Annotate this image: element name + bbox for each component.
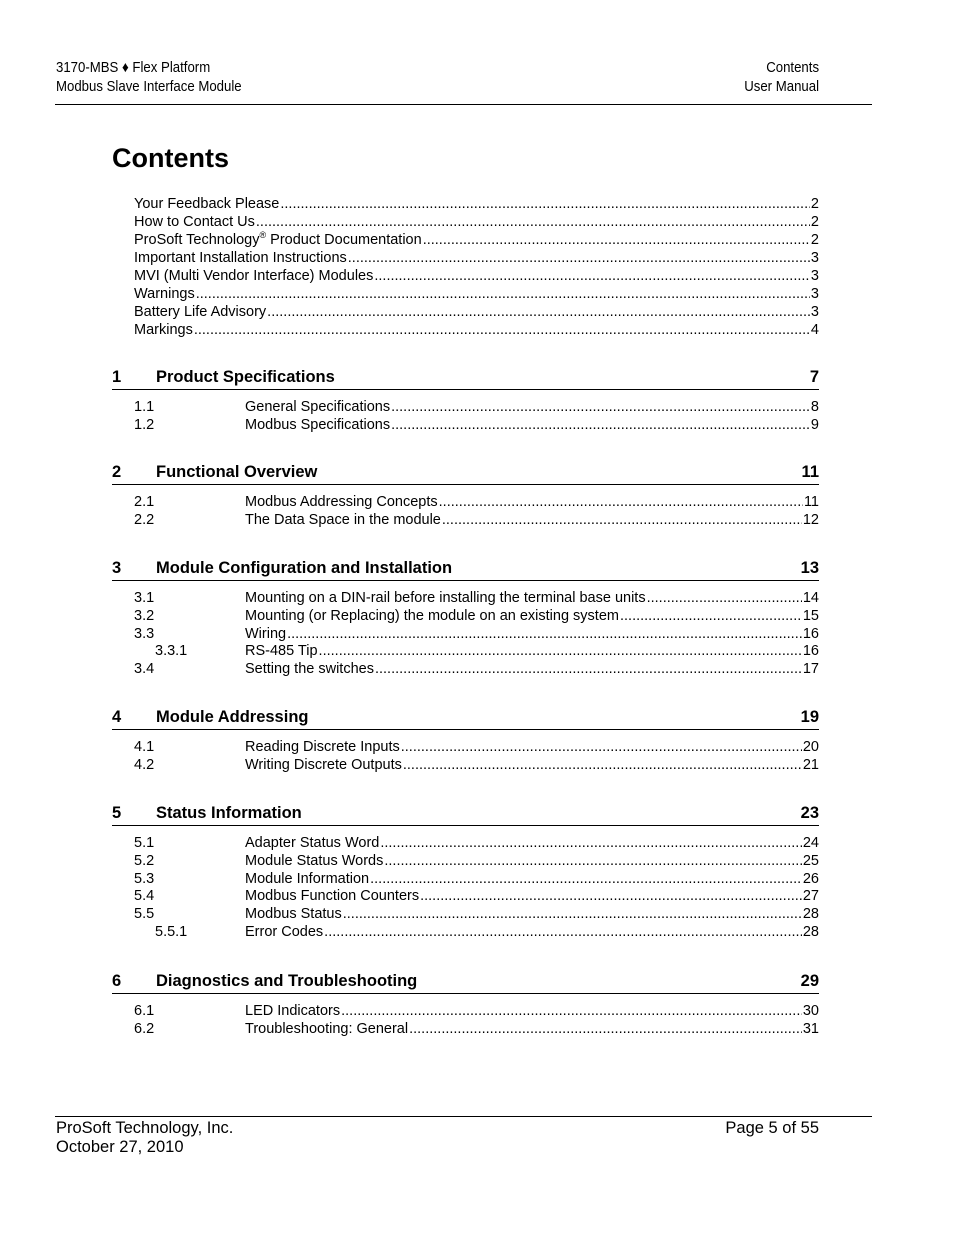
chapter-number: 4 — [112, 708, 122, 726]
toc-entry-page: 27 — [802, 888, 819, 905]
toc-entry-number: 5.1 — [134, 835, 155, 851]
toc-entry-label — [134, 231, 422, 249]
toc-entry-page: 15 — [802, 607, 819, 624]
chapter-heading[interactable] — [112, 803, 819, 826]
toc-entry-number: 3.1 — [134, 590, 155, 606]
toc-entry-number: 5.5 — [134, 906, 155, 923]
toc-entry[interactable] — [134, 231, 819, 249]
toc-entry-page: 2 — [810, 214, 819, 230]
toc-subentry[interactable] — [134, 738, 819, 756]
toc-entry-page: 4 — [810, 322, 819, 338]
toc-entry-page: 16 — [802, 625, 819, 642]
chapter-title: Diagnostics and Troubleshooting — [156, 972, 418, 990]
chapter-page: 7 — [809, 368, 819, 386]
toc-entry-label: LED Indicators — [245, 1003, 341, 1019]
toc-subentry[interactable] — [134, 625, 819, 643]
header-right — [744, 58, 819, 96]
dot-leader — [194, 321, 810, 339]
toc-subentry[interactable] — [134, 887, 819, 905]
toc-entry-label — [134, 303, 266, 321]
chapter-number: 1 — [112, 368, 122, 386]
toc-subentry[interactable] — [134, 756, 819, 774]
header-doc-type: User Manual — [744, 78, 819, 95]
chapter-page: 23 — [800, 804, 819, 822]
toc-entry-label: Modbus Function Counters — [245, 888, 420, 905]
page-title: Contents — [112, 143, 229, 173]
toc-subentry[interactable] — [134, 1020, 819, 1038]
toc-entry-number: 4.2 — [134, 756, 155, 773]
header-module: Modbus Slave Interface Module — [56, 78, 242, 95]
chapter-page: 13 — [800, 559, 819, 577]
header-rule — [55, 104, 872, 105]
toc-entry-label: RS-485 Tip — [245, 643, 318, 660]
chapter-heading[interactable] — [112, 462, 819, 485]
toc-entry-number: 5.2 — [134, 852, 155, 869]
toc-entry-page: 21 — [802, 756, 819, 773]
chapter-heading[interactable] — [112, 971, 819, 994]
dot-leader — [374, 267, 810, 285]
chapter-heading[interactable] — [112, 558, 819, 581]
toc-subentry[interactable] — [134, 416, 819, 434]
dot-leader — [384, 852, 802, 870]
chapter-title: Product Specifications — [156, 368, 335, 386]
toc-entry-label: The Data Space in the module — [245, 511, 441, 528]
toc-subentry[interactable] — [134, 870, 819, 888]
toc-entry-page: 26 — [802, 870, 819, 887]
toc-entry-page: 3 — [810, 268, 819, 284]
toc-entry[interactable] — [134, 285, 819, 303]
toc-entry-number: 2.1 — [134, 494, 155, 510]
footer-page-number: Page 5 of 55 — [725, 1119, 819, 1137]
footer-rule — [55, 1116, 872, 1117]
dot-leader — [620, 607, 802, 625]
footer-company: ProSoft Technology, Inc. — [56, 1119, 234, 1137]
toc-entry-page: 28 — [802, 924, 819, 940]
toc-entry-page: 2 — [810, 196, 819, 212]
footer-right — [725, 1119, 819, 1138]
chapter-number: 6 — [112, 972, 122, 990]
chapter-heading[interactable] — [112, 367, 819, 390]
toc-subentry[interactable] — [134, 511, 819, 529]
dot-leader — [348, 249, 810, 267]
toc-entry-number: 5.4 — [134, 888, 155, 905]
toc-entry-page: 3 — [810, 304, 819, 320]
toc-entry-label: Error Codes — [245, 924, 324, 940]
registered-mark: ® — [259, 230, 267, 241]
toc-subentry[interactable] — [134, 923, 819, 941]
dot-leader — [375, 660, 802, 678]
header-left — [56, 58, 242, 96]
toc-entry-page: 14 — [802, 590, 819, 606]
toc-entry-label: Mounting (or Replacing) the module on an existing system — [245, 607, 619, 624]
dot-leader — [196, 285, 810, 303]
chapter-page: 11 — [801, 463, 819, 481]
toc-subentry[interactable] — [134, 905, 819, 923]
dot-leader — [420, 887, 802, 905]
chapter-heading[interactable] — [112, 707, 819, 730]
chapter-number: 5 — [112, 804, 122, 822]
dot-leader — [343, 905, 802, 923]
chapter-title: Functional Overview — [156, 463, 318, 481]
toc-entry-label-text: How to Contact Us — [134, 214, 255, 230]
chapter-page: 29 — [800, 972, 819, 990]
toc-entry-page: 16 — [802, 643, 819, 660]
footer-date: October 27, 2010 — [56, 1138, 184, 1156]
toc-entry-label-text: Your Feedback Please — [134, 196, 280, 212]
toc-entry-number: 2.2 — [134, 511, 155, 528]
dot-leader — [341, 1002, 802, 1020]
toc-entry-label: Mounting on a DIN-rail before installing the terminal base units — [245, 590, 646, 606]
toc-entry-label — [134, 249, 347, 267]
toc-entry-label-text: Important Installation Instructions — [134, 250, 347, 266]
chapter-title: Module Addressing — [156, 708, 309, 726]
toc-entry[interactable] — [134, 267, 819, 285]
toc-entry-page: 28 — [802, 906, 819, 923]
toc-subentry[interactable] — [134, 607, 819, 625]
toc-entry-label — [134, 213, 255, 231]
toc-entry-label-text: Warnings — [134, 286, 195, 302]
toc-subentry[interactable] — [134, 852, 819, 870]
toc-entry-label: Module Information — [245, 870, 370, 887]
toc-entry-page: 24 — [802, 835, 819, 851]
dot-leader — [380, 834, 802, 852]
toc-entry-page: 11 — [803, 494, 819, 510]
toc-entry-page: 17 — [802, 661, 819, 678]
toc-entry[interactable] — [134, 249, 819, 267]
toc-entry-label — [134, 285, 195, 303]
dot-leader — [324, 923, 802, 941]
toc-entry-page: 2 — [810, 232, 819, 248]
toc-entry-number: 5.3 — [134, 870, 155, 887]
toc-entry-page: 9 — [810, 416, 819, 433]
dot-leader — [439, 493, 803, 511]
toc-entry-number: 6.2 — [134, 1020, 155, 1037]
toc-entry-number: 1.1 — [134, 399, 155, 415]
toc-entry-number: 1.2 — [134, 416, 155, 433]
toc-entry-number: 3.3.1 — [155, 643, 188, 660]
toc-subentry[interactable] — [134, 398, 819, 416]
toc-entry-page: 3 — [810, 286, 819, 302]
toc-entry-label: General Specifications — [245, 399, 391, 415]
toc-entry-label — [134, 267, 373, 285]
dot-leader — [391, 398, 810, 416]
toc-entry-page: 31 — [802, 1020, 819, 1037]
toc-entry-page: 30 — [802, 1003, 819, 1019]
toc-entry-label: Adapter Status Word — [245, 835, 380, 851]
toc-entry-label: Modbus Status — [245, 906, 342, 923]
header-product: 3170-MBS ♦ Flex Platform — [56, 59, 211, 76]
toc-entry-number: 3.3 — [134, 625, 155, 642]
dot-leader — [256, 213, 810, 231]
dot-leader — [442, 511, 802, 529]
chapter-title: Status Information — [156, 804, 302, 822]
dot-leader — [423, 231, 810, 249]
toc-entry-label: Module Status Words — [245, 852, 384, 869]
toc-entry-page: 8 — [810, 399, 819, 415]
toc-entry-number: 6.1 — [134, 1003, 155, 1019]
toc-entry-number: 4.1 — [134, 739, 155, 755]
toc-subentry[interactable] — [134, 1002, 819, 1020]
chapter-page: 19 — [800, 708, 819, 726]
toc-entry-number: 3.2 — [134, 607, 155, 624]
dot-leader — [409, 1020, 802, 1038]
toc-entry-number: 3.4 — [134, 661, 155, 678]
toc-entry-label: Modbus Addressing Concepts — [245, 494, 438, 510]
header-section: Contents — [766, 59, 819, 76]
toc-entry-label-text: Battery Life Advisory — [134, 304, 267, 320]
toc-entry-page: 12 — [802, 511, 819, 528]
chapter-number: 3 — [112, 559, 122, 577]
dot-leader — [319, 642, 802, 660]
chapter-title: Module Configuration and Installation — [156, 559, 453, 577]
toc-entry-number: 5.5.1 — [155, 924, 188, 940]
dot-leader — [403, 756, 802, 774]
dot-leader — [370, 870, 802, 888]
toc-entry[interactable] — [134, 303, 819, 321]
toc-entry-page: 3 — [810, 250, 819, 266]
toc-entry-label: Wiring — [245, 625, 287, 642]
dot-leader — [401, 738, 802, 756]
toc-subentry[interactable] — [134, 642, 819, 660]
toc-entry[interactable] — [134, 321, 819, 339]
dot-leader — [267, 303, 810, 321]
toc-entry-label-text: MVI (Multi Vendor Interface) Modules — [134, 268, 374, 284]
dot-leader — [647, 589, 802, 607]
toc-entry-label: Troubleshooting: General — [245, 1020, 409, 1037]
toc-entry-label-text: ProSoft Technology — [134, 232, 260, 248]
toc-entry-label-tail: Product Documentation — [266, 232, 422, 248]
dot-leader — [280, 195, 810, 213]
dot-leader — [287, 625, 802, 643]
toc-entry-label: Setting the switches — [245, 661, 374, 678]
dot-leader — [391, 416, 810, 434]
toc-entry-page: 25 — [802, 852, 819, 869]
toc-entry-label-text: Markings — [134, 322, 193, 338]
chapter-number: 2 — [112, 463, 122, 481]
toc-subentry[interactable] — [134, 589, 819, 607]
toc-entry-label — [134, 321, 193, 339]
toc-entry-label: Modbus Specifications — [245, 416, 391, 433]
toc-subentry[interactable] — [134, 660, 819, 678]
toc-entry[interactable] — [134, 213, 819, 231]
toc-entry-label: Writing Discrete Outputs — [245, 756, 402, 773]
toc-entry-label: Reading Discrete Inputs — [245, 739, 400, 755]
toc-entry[interactable] — [134, 195, 819, 213]
toc-entry-page: 20 — [802, 739, 819, 755]
footer-left — [56, 1119, 233, 1157]
toc-entry-label — [134, 195, 279, 213]
toc-subentry[interactable] — [134, 493, 819, 511]
toc-subentry[interactable] — [134, 834, 819, 852]
